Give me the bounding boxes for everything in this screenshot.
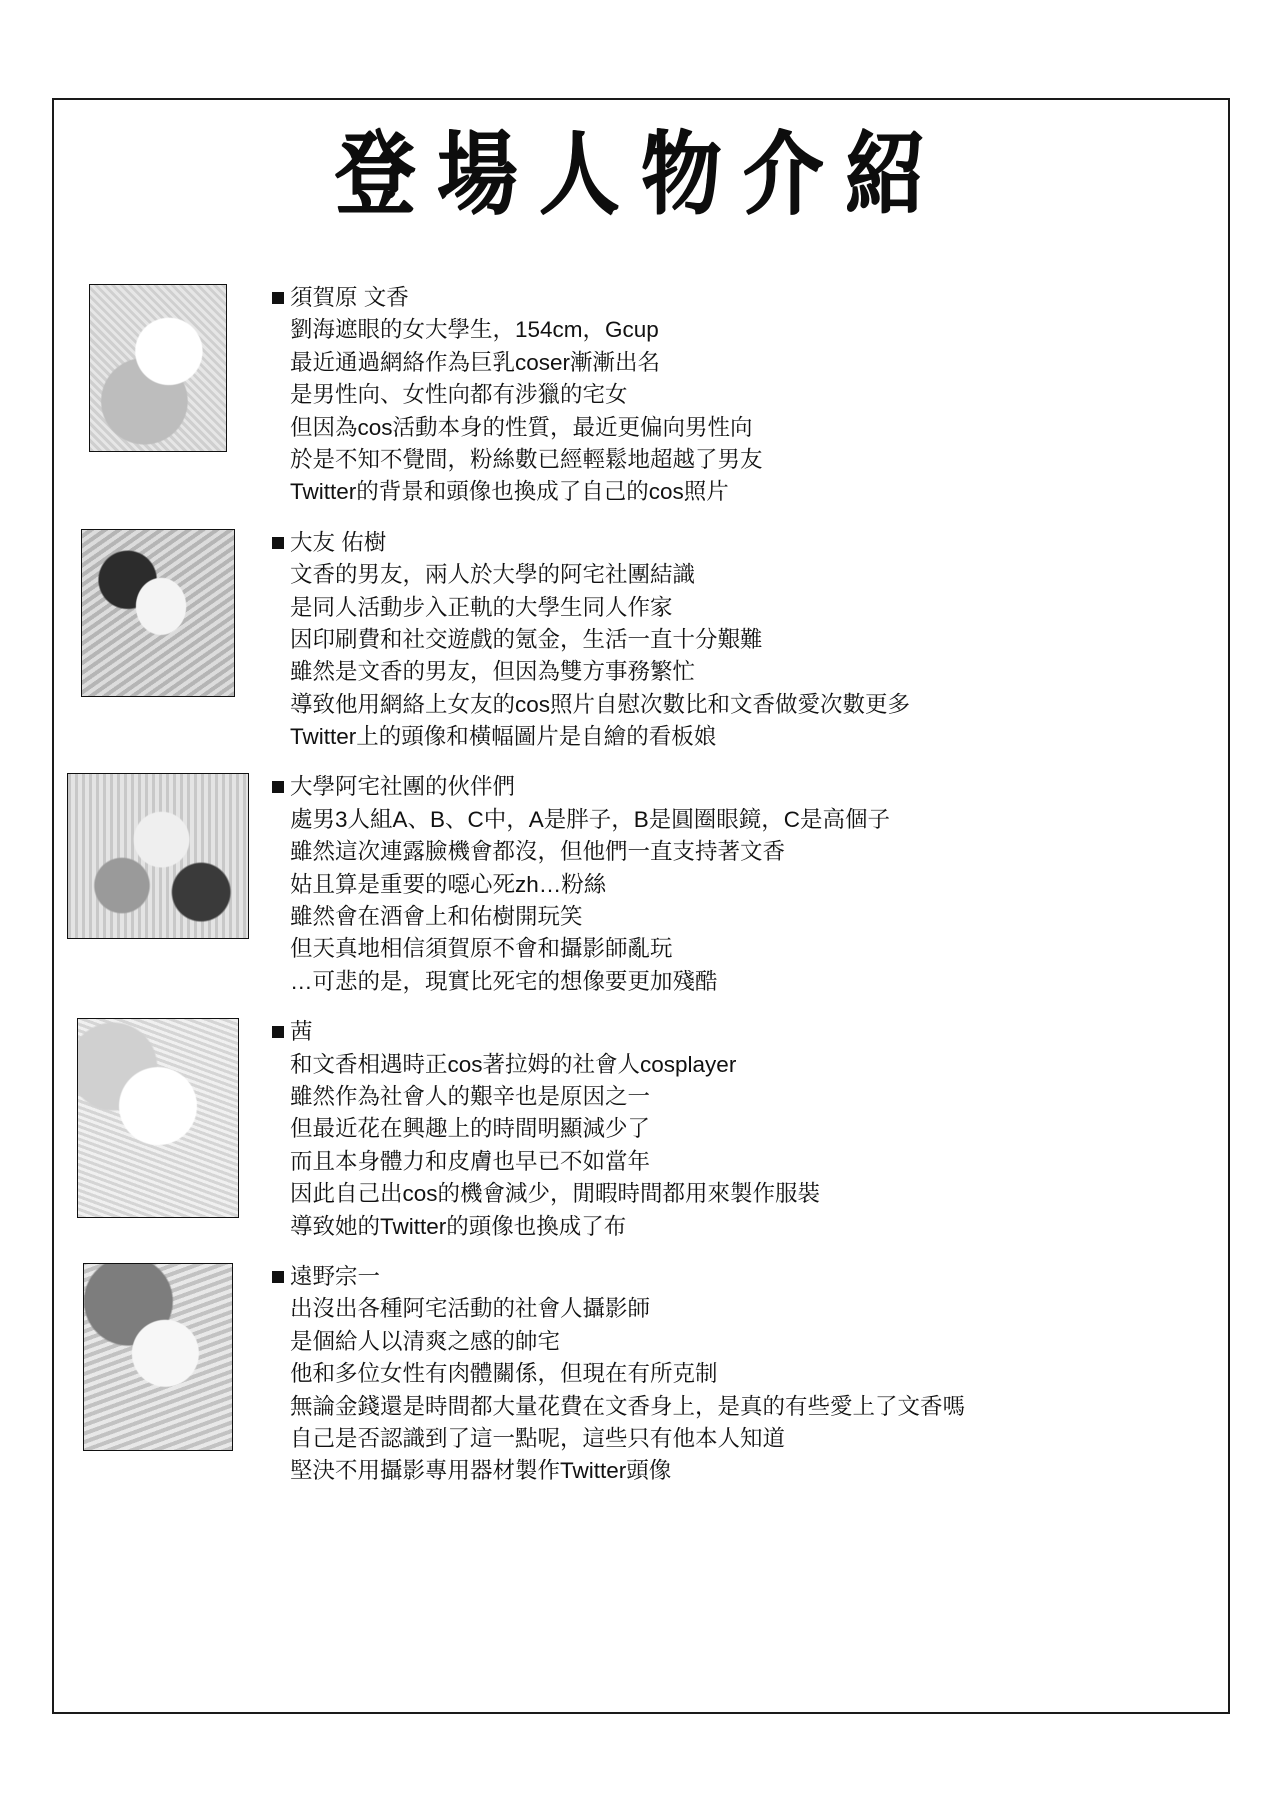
entry-line: 因印刷費和社交遊戲的氪金，生活一直十分艱難 bbox=[290, 626, 763, 652]
entry-line: 因此自己出cos的機會減少，閒暇時間都用來製作服裝 bbox=[290, 1181, 821, 1207]
entry-line: 是個給人以清爽之感的帥宅 bbox=[290, 1328, 561, 1354]
list-item bbox=[54, 1016, 1228, 1243]
entry-line: 是同人活動步入正軌的大學生同人作家 bbox=[290, 594, 673, 620]
portrait-sugahara-fumika bbox=[89, 284, 227, 452]
entry-name-label: 須賀原 文香 bbox=[290, 285, 409, 310]
entry-heading bbox=[272, 1261, 1228, 1293]
bullet-icon bbox=[272, 537, 284, 549]
entry-name-label: 遠野宗一 bbox=[290, 1263, 381, 1289]
entry-line: 處男3人組A、B、C中，A是胖子，B是圓圈眼鏡，C是高個子 bbox=[290, 806, 891, 832]
entry-line: 堅決不用攝影專用器材製作Twitter頭像 bbox=[290, 1458, 672, 1484]
entry-name-label: 茜 bbox=[290, 1019, 313, 1045]
portrait-artwork bbox=[68, 774, 248, 938]
entry-line: 最近通過網絡作為巨乳coser漸漸出名 bbox=[290, 349, 661, 375]
bullet-icon bbox=[272, 1271, 284, 1283]
entry-line: 雖然這次連露臉機會都沒，但他們一直支持著文香 bbox=[290, 839, 786, 865]
entry-line: 但最近花在興趣上的時間明顯減少了 bbox=[290, 1116, 651, 1142]
entry-heading bbox=[272, 1016, 1228, 1048]
entry-text bbox=[262, 1261, 1228, 1488]
entry-line: 他和多位女性有肉體關係，但現在有所克制 bbox=[290, 1361, 718, 1387]
entry-heading bbox=[272, 282, 1228, 314]
entry-line: Twitter上的頭像和橫幅圖片是自繪的看板娘 bbox=[290, 724, 717, 750]
entry-line: 自己是否認識到了這一點呢，這些只有他本人知道 bbox=[290, 1425, 786, 1451]
portrait-tono-soichi bbox=[83, 1263, 233, 1451]
list-item bbox=[54, 1261, 1228, 1488]
entry-line: Twitter的背景和頭像也換成了自己的cos照片 bbox=[290, 479, 729, 505]
bullet-icon bbox=[272, 292, 284, 304]
page-title: 登場人物介紹 bbox=[335, 122, 947, 227]
thumbnail-container bbox=[54, 1261, 262, 1451]
entry-line: 是男性向、女性向都有涉獵的宅女 bbox=[290, 382, 628, 408]
portrait-akane bbox=[77, 1018, 239, 1218]
entry-line: 雖然會在酒會上和佑樹開玩笑 bbox=[290, 904, 583, 930]
entry-line: 雖然是文香的男友，但因為雙方事務繁忙 bbox=[290, 659, 696, 685]
entry-text bbox=[262, 1016, 1228, 1243]
entry-text bbox=[262, 527, 1228, 754]
entry-line: 於是不知不覺間，粉絲數已經輕鬆地超越了男友 bbox=[290, 446, 763, 472]
portrait-artwork bbox=[84, 1264, 232, 1450]
list-item bbox=[54, 771, 1228, 998]
entry-line: 導致她的Twitter的頭像也換成了布 bbox=[290, 1213, 627, 1239]
entry-line: 出沒出各種阿宅活動的社會人攝影師 bbox=[290, 1296, 651, 1322]
character-list bbox=[54, 282, 1228, 1488]
portrait-artwork bbox=[90, 285, 226, 451]
entry-name-label: 大友 佑樹 bbox=[290, 529, 387, 555]
portrait-club-members bbox=[67, 773, 249, 939]
entry-heading bbox=[272, 771, 1228, 803]
entry-name-label: 大學阿宅社團的伙伴們 bbox=[290, 774, 516, 800]
portrait-artwork bbox=[78, 1019, 238, 1217]
page-frame bbox=[52, 98, 1230, 1714]
entry-line: 和文香相遇時正cos著拉姆的社會人cosplayer bbox=[290, 1051, 737, 1077]
entry-text bbox=[262, 282, 1228, 509]
list-item bbox=[54, 282, 1228, 509]
entry-line: 而且本身體力和皮膚也早已不如當年 bbox=[290, 1148, 651, 1174]
entry-line: 無論金錢還是時間都大量花費在文香身上，是真的有些愛上了文香嗎 bbox=[290, 1393, 966, 1419]
entry-line: 導致他用網絡上女友的cos照片自慰次數比和文香做愛次數更多 bbox=[290, 691, 911, 717]
list-item bbox=[54, 527, 1228, 754]
portrait-otomo-yuki bbox=[81, 529, 235, 697]
bullet-icon bbox=[272, 781, 284, 793]
entry-line: …可悲的是，現實比死宅的想像要更加殘酷 bbox=[290, 968, 718, 994]
portrait-artwork bbox=[82, 530, 234, 696]
bullet-icon bbox=[272, 1026, 284, 1038]
entry-line: 但因為cos活動本身的性質，最近更偏向男性向 bbox=[290, 414, 753, 440]
entry-line: 劉海遮眼的女大學生，154cm，Gcup bbox=[290, 317, 659, 343]
entry-line: 文香的男友，兩人於大學的阿宅社團結識 bbox=[290, 562, 696, 588]
thumbnail-container bbox=[54, 527, 262, 697]
thumbnail-container bbox=[54, 771, 262, 939]
entry-heading bbox=[272, 527, 1228, 559]
entry-line: 但天真地相信須賀原不會和攝影師亂玩 bbox=[290, 936, 673, 962]
thumbnail-container bbox=[54, 1016, 262, 1218]
entry-text bbox=[262, 771, 1228, 998]
entry-line: 雖然作為社會人的艱辛也是原因之一 bbox=[290, 1083, 651, 1109]
entry-line: 姑且算是重要的噁心死zh…粉絲 bbox=[290, 871, 607, 897]
thumbnail-container bbox=[54, 282, 262, 452]
